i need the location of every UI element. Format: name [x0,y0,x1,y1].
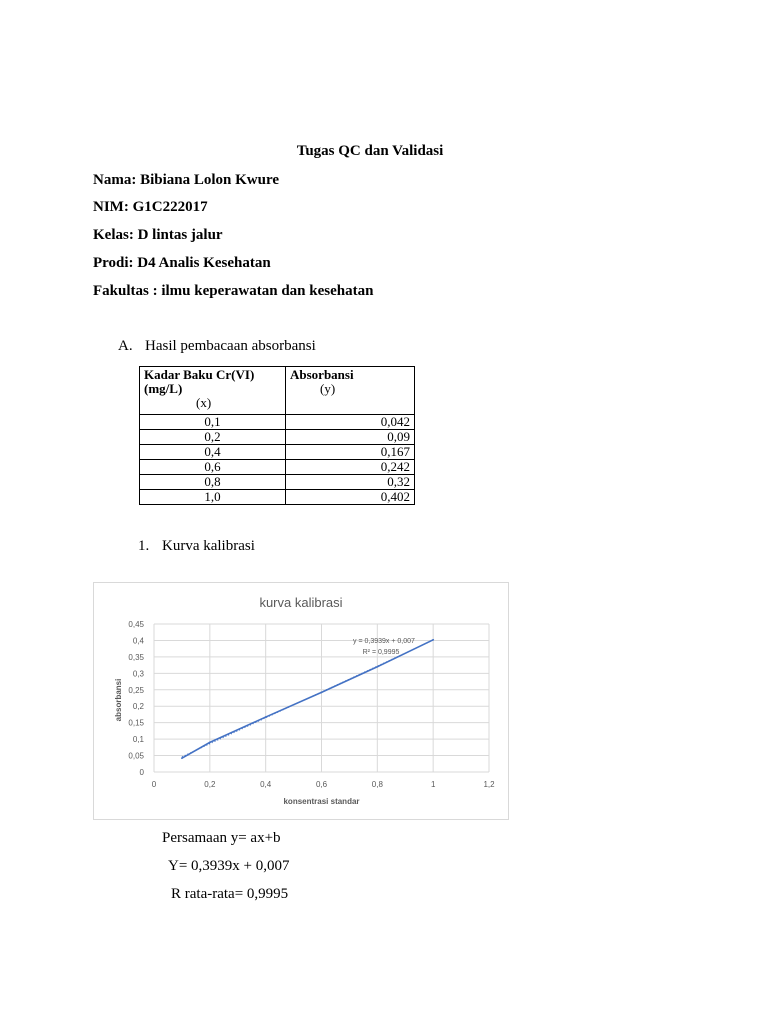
x-tick-label: 0,2 [204,780,216,789]
item-1-heading [138,538,255,555]
chart-svg [94,583,508,819]
table-header-absorbance [286,367,415,415]
header-y-sub: (y) [320,381,336,396]
table-row [140,460,415,475]
header-y-label: Absorbansi [290,367,354,382]
table-row [140,415,415,430]
x-tick-label: 0,6 [315,780,328,789]
y-axis-label: absorbansi [114,678,123,722]
r-value: R rata-rata= 0,9995 [171,886,289,902]
class-field: Kelas: D lintas jalur [93,227,223,243]
table-cell-x: 1,0 [140,490,286,505]
chart-title: kurva kalibrasi [259,595,343,610]
program-field: Prodi: D4 Analis Kesehatan [93,255,271,271]
y-tick-label: 0,4 [132,636,144,646]
data-point [181,757,183,759]
table-cell-y: 0,042 [286,415,415,430]
item-1-marker: 1. [138,538,150,554]
table-cell-x: 0,6 [140,460,286,475]
name-field: Nama: Bibiana Lolon Kwure [93,172,279,188]
x-tick-label: 1,2 [483,780,495,789]
section-a-heading [118,338,316,355]
x-tick-label: 0,8 [371,780,383,789]
table-cell-x: 0,8 [140,475,286,490]
header-x-sub: (x) [196,395,212,410]
section-a-text: Hasil pembacaan absorbansi [145,338,316,354]
table-row [140,475,415,490]
table-header-row [140,367,415,415]
table-cell-x: 0,1 [140,415,286,430]
y-tick-label: 0,1 [132,735,144,745]
y-tick-label: 0,45 [128,620,144,629]
r-squared-label: R² = 0,9995 [362,649,400,656]
faculty-field: Fakultas : ilmu keperawatan dan kesehatan [93,283,374,299]
nim-field: NIM: G1C222017 [93,199,208,215]
data-point [209,742,211,744]
table-cell-y: 0,167 [286,445,415,460]
table-cell-y: 0,32 [286,475,415,490]
header-x-label: Kadar Baku Cr(VI) (mg/L) [144,367,255,396]
x-tick-label: 0 [151,780,157,789]
y-tick-label: 0 [139,768,144,777]
table-row [140,490,415,505]
x-axis-label: konsentrasi standar [283,797,360,806]
x-tick-label: 1 [430,780,436,789]
item-1-text: Kurva kalibrasi [162,538,255,554]
y-tick-label: 0,35 [128,652,144,662]
table-header-concentration [140,367,286,415]
table-cell-y: 0,242 [286,460,415,475]
table-cell-x: 0,4 [140,445,286,460]
y-tick-label: 0,05 [128,751,144,761]
y-tick-label: 0,25 [128,685,144,695]
calibration-chart [93,582,509,820]
table-cell-y: 0,09 [286,430,415,445]
equation-form: Persamaan y= ax+b [162,830,281,846]
table-cell-y: 0,402 [286,490,415,505]
table-row [140,430,415,445]
table-row [140,445,415,460]
data-point [376,666,378,668]
absorbance-table [139,366,415,505]
y-tick-label: 0,15 [128,718,144,728]
table-cell-x: 0,2 [140,430,286,445]
trendline-equation: y = 0,3939x + 0,007 [353,638,415,645]
x-tick-label: 0,4 [260,780,272,789]
document-title: Tugas QC dan Validasi [296,143,444,159]
y-tick-label: 0,2 [132,702,144,712]
regression-equation: Y= 0,3939x + 0,007 [168,858,290,874]
y-tick-label: 0,3 [132,669,144,679]
section-a-marker: A. [118,338,133,354]
